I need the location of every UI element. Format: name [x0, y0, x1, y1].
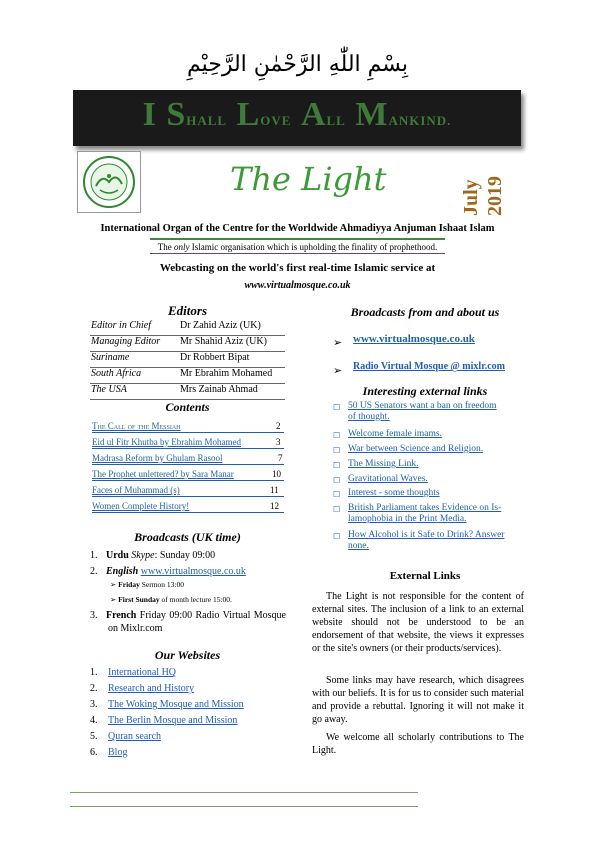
website-item: [90, 715, 237, 726]
websites-heading: Our Websites: [154, 648, 221, 662]
contents-item[interactable]: Women Complete History!: [92, 501, 190, 511]
contents-item[interactable]: Madrasa Reform by Ghulam Rasool: [92, 453, 223, 463]
broadcast-time: Friday 09:00 Radio Virtual Mosque on Mixlr.com: [108, 610, 286, 634]
website-link[interactable]: The Woking Mosque and Mission: [108, 699, 244, 710]
external-link[interactable]: of thought.: [348, 412, 390, 422]
subitem-bold: Friday: [118, 580, 140, 589]
title-letter: A: [300, 96, 327, 133]
broadcast-link[interactable]: www.virtualmosque.co.uk: [140, 566, 246, 577]
website-link[interactable]: Quran search: [108, 731, 162, 742]
title-letter: L: [236, 96, 261, 133]
tagline-pre: The: [157, 242, 174, 252]
organ-line: International Organ of the Centre for the Worldwide Ahmadiyya Anjuman Ishaat Islam: [100, 223, 495, 234]
website-link[interactable]: Research and History: [108, 683, 195, 694]
tagline: [0, 242, 595, 252]
radio-link[interactable]: Radio Virtual Mosque @ mixlr.com: [353, 361, 505, 372]
contents-heading: Contents: [165, 400, 210, 414]
contents-page: 2: [276, 421, 281, 431]
interesting-links-heading: Interesting external links: [362, 384, 488, 398]
contents-underline: [92, 432, 284, 433]
list-number: 4.: [90, 715, 98, 726]
website-item: [90, 667, 176, 678]
editor-name: Mr Shahid Aziz (UK): [180, 336, 267, 347]
checkbox-bullet-icon: ☐: [333, 403, 341, 412]
checkbox-bullet-icon: ☐: [333, 490, 341, 499]
website-link[interactable]: Blog: [108, 747, 128, 758]
list-number: 5.: [90, 731, 98, 742]
list-number: 3.: [90, 610, 98, 621]
disclaimer-paragraph: Some links may have research, which disagrees with our beliefs. It is for us to consider such material and provide a rebuttal. Ignoring it will not make it go away.: [312, 675, 524, 725]
editor-row: [90, 367, 285, 384]
external-link[interactable]: 50 US Senators want a ban on freedom: [348, 401, 497, 411]
publication-name: The Light: [230, 160, 387, 198]
website-line: www.virtualmosque.co.uk: [244, 280, 351, 291]
organisation-logo-icon: [77, 151, 141, 213]
title-rest: LL: [326, 113, 346, 128]
editor-row: [90, 351, 285, 368]
disclaimer-paragraph: The Light is not responsible for the content of external sites. The inclusion of a link to an external website should not be understood to be an endorsement of that website, the views it expresses or the site's owners (or their products/services).: [312, 591, 524, 654]
subitem-bold: First Sunday: [118, 595, 160, 604]
title-letter: I: [142, 96, 157, 133]
checkbox-bullet-icon: ☐: [333, 461, 341, 470]
divider: [150, 238, 445, 240]
broadcasts-heading: Broadcasts (UK time): [134, 530, 241, 544]
disclaimer-paragraph: We welcome all scholarly contributions to The Light.: [312, 732, 524, 756]
contents-underline: [92, 496, 284, 497]
external-link[interactable]: Gravitational Waves.: [348, 474, 428, 484]
bullet-icon: ➢: [110, 595, 117, 604]
contents-underline: [92, 464, 284, 465]
list-number: 2.: [90, 683, 98, 694]
editor-role: Editor in Chief: [91, 320, 151, 331]
broadcast-medium: Skype: [131, 550, 155, 561]
website-item: [90, 683, 194, 694]
editor-name: Mrs Zainab Ahmad: [180, 384, 258, 395]
title-letter: M: [355, 96, 389, 133]
footer-divider: [70, 806, 418, 807]
list-number: 1.: [90, 667, 98, 678]
editor-row: [90, 319, 285, 336]
editor-row: [90, 383, 285, 400]
broadcast-item: [90, 565, 290, 578]
broadcast-subitem: [110, 595, 232, 604]
external-link-item[interactable]: [333, 503, 528, 527]
issue-month: July: [460, 179, 482, 216]
external-link-item[interactable]: [333, 530, 528, 554]
editor-role: Managing Editor: [91, 336, 161, 347]
list-number: 1.: [90, 550, 98, 561]
title-rest: OVE: [260, 113, 292, 128]
external-link[interactable]: The Missing Link.: [348, 459, 419, 469]
external-links-heading: External Links: [389, 570, 461, 582]
broadcasts-about-heading: Broadcasts from and about us: [350, 305, 500, 319]
contents-page: 3: [276, 437, 281, 447]
broadcast-language: English: [106, 566, 139, 577]
editor-row: [90, 335, 285, 352]
checkbox-bullet-icon: ☐: [333, 505, 341, 514]
arrow-icon: ➢: [333, 337, 343, 349]
issue-year: 2019: [484, 176, 506, 216]
contents-underline: [92, 480, 284, 481]
title-letter: S: [166, 96, 187, 133]
external-link[interactable]: British Parliament takes Evidence on Is-: [348, 503, 502, 513]
editors-heading: Editors: [167, 303, 207, 318]
editor-role: The USA: [91, 384, 127, 395]
website-link[interactable]: International HQ: [108, 667, 177, 678]
editor-role: South Africa: [91, 368, 142, 379]
list-number: 2.: [90, 566, 98, 577]
contents-item[interactable]: Eid ul Fitr Khutba by Ebrahim Mohamed: [92, 437, 241, 447]
editor-role: Suriname: [91, 352, 130, 363]
broadcast-time: : Sunday 09:00: [154, 550, 216, 561]
external-link[interactable]: How Alcohol is it Safe to Drink? Answer: [348, 530, 505, 540]
broadcast-language: French: [106, 610, 137, 621]
tagline-post: Islamic organisation which is upholding the finality of prophethood.: [189, 242, 438, 252]
contents-item[interactable]: Faces of Muhammad (s): [92, 485, 180, 495]
tagline-emphasis: only: [173, 242, 190, 252]
contents-page: 7: [278, 453, 283, 463]
checkbox-bullet-icon: ☐: [333, 476, 341, 485]
editor-name: Dr Robbert Bipat: [180, 352, 250, 363]
list-number: 3.: [90, 699, 98, 710]
external-link[interactable]: Welcome female imams.: [348, 429, 442, 439]
editor-name: Dr Zahid Aziz (UK): [180, 320, 261, 331]
website-item: [90, 731, 161, 742]
broadcast-language: Urdu: [106, 550, 129, 561]
webcasting-line: Webcasting on the world's first real-time Islamic service at: [159, 262, 436, 274]
checkbox-bullet-icon: ☐: [333, 446, 341, 455]
checkbox-bullet-icon: ☐: [333, 532, 341, 541]
virtualmosque-link[interactable]: www.virtualmosque.co.uk: [353, 333, 475, 345]
contents-page: 12: [270, 501, 279, 511]
title-rest: HALL: [186, 113, 228, 128]
divider: [150, 253, 445, 254]
broadcast-item: [90, 609, 286, 635]
contents-underline: [92, 448, 284, 449]
contents-page: 11: [270, 485, 279, 495]
checkbox-bullet-icon: ☐: [333, 431, 341, 440]
subitem-text: Sermon 13:00: [139, 580, 185, 589]
broadcast-item: [90, 549, 290, 562]
contents-item[interactable]: The Prophet unlettered? by Sara Manar: [92, 469, 234, 479]
title-rest: ANKIND.: [388, 113, 452, 128]
broadcast-subitem: [110, 580, 184, 589]
list-number: 6.: [90, 747, 98, 758]
external-link[interactable]: War between Science and Religion.: [348, 444, 484, 454]
basmala: بِسْمِ اللّٰهِ الرَّحْمٰنِ الرَّحِيْمِ: [186, 52, 409, 77]
external-link-item[interactable]: [333, 401, 528, 425]
website-item: [90, 699, 244, 710]
website-link[interactable]: The Berlin Mosque and Mission: [108, 715, 238, 726]
subitem-text: of month lecture 15:00.: [159, 595, 232, 604]
external-link[interactable]: Interest - some thoughts: [348, 488, 440, 498]
editor-name: Mr Ebrahim Mohamed: [180, 368, 273, 379]
arrow-icon: ➢: [333, 365, 343, 377]
contents-item[interactable]: The Call of the Messiah: [92, 421, 181, 431]
external-link[interactable]: none.: [348, 541, 369, 551]
footer-divider: [70, 792, 418, 793]
contents-underline: [92, 512, 284, 513]
bullet-icon: ➢: [110, 580, 117, 589]
website-item: [90, 747, 127, 758]
contents-page: 10: [272, 469, 281, 479]
external-link[interactable]: lamophobia in the Print Media.: [348, 514, 467, 524]
masthead-title: [73, 96, 521, 134]
